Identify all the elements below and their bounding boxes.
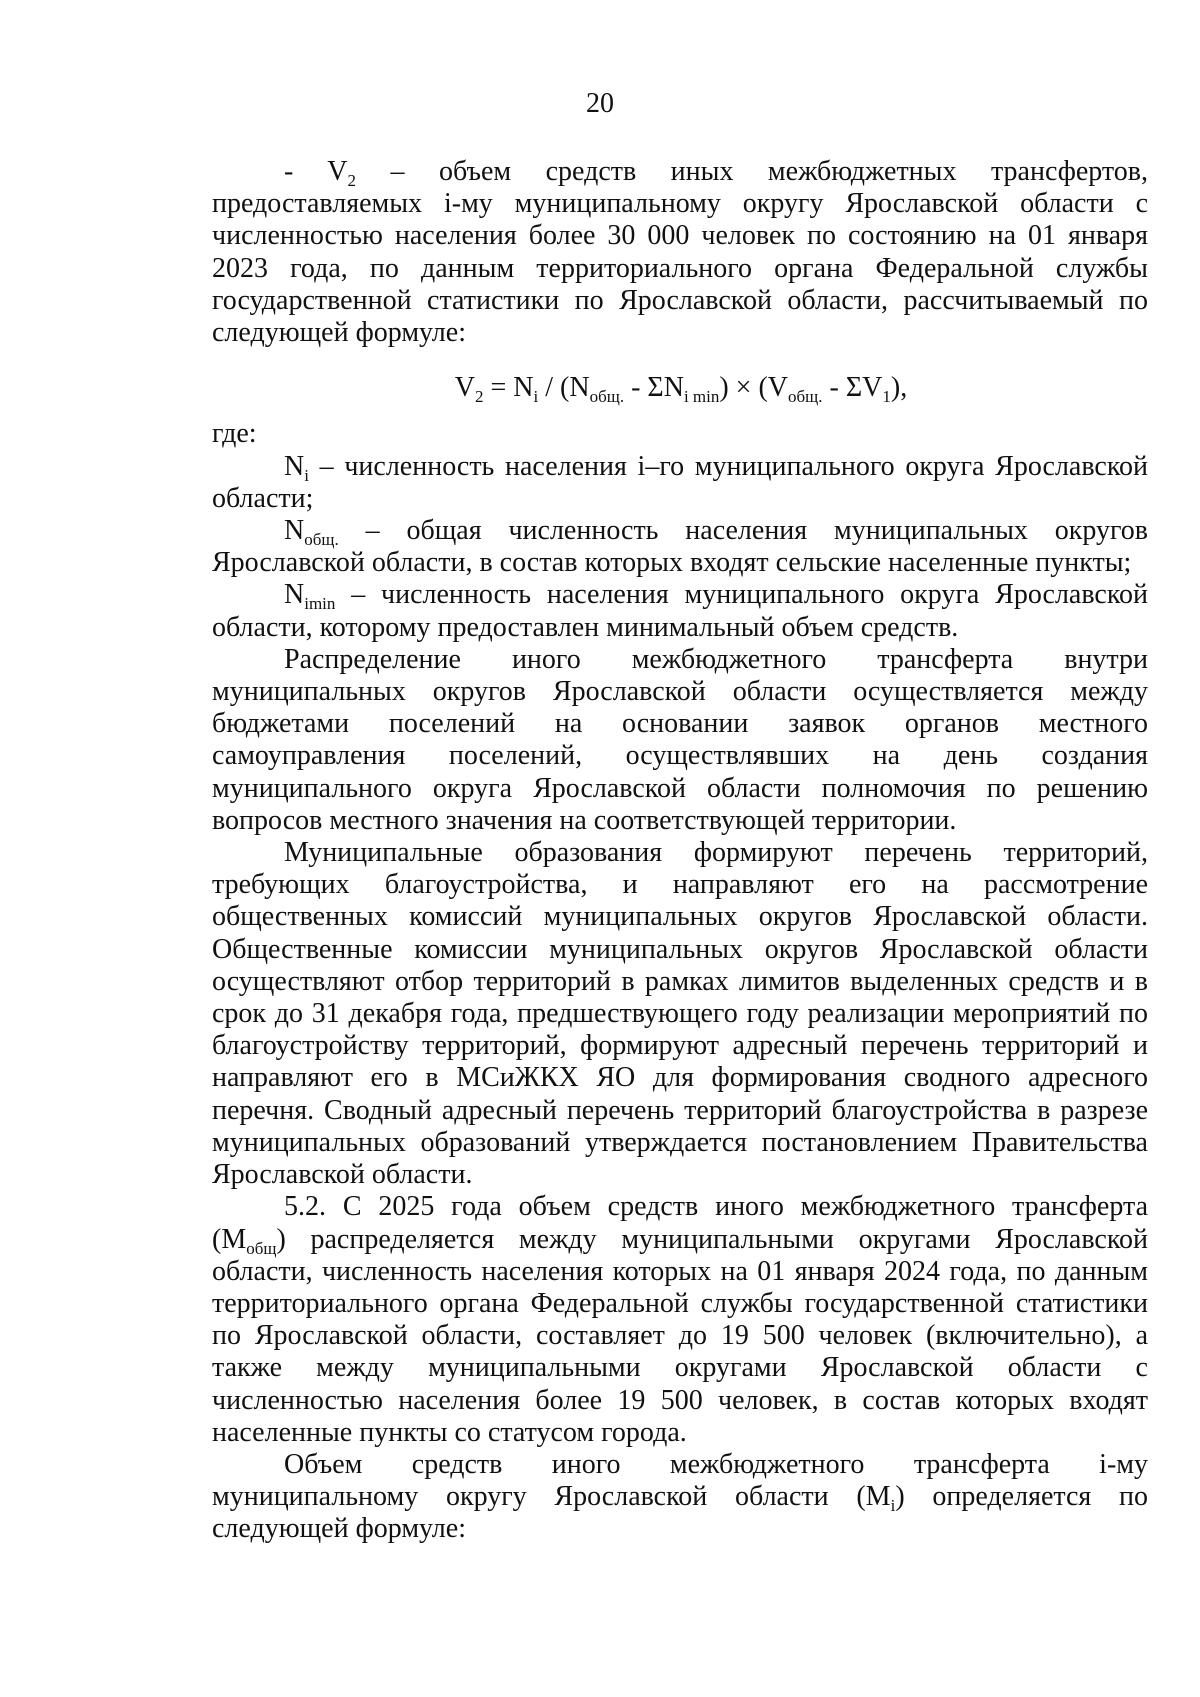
definition-text: – общая численность населения муниципальных округов Ярославской области, в состав которых входят сельские населенные пункты; <box>212 515 1148 579</box>
formula-subscript: 1 <box>882 387 891 407</box>
paragraph-text: Объем средств иного межбюджетного трансферта i-му муниципальному округу Ярославской области (М <box>212 1448 1148 1513</box>
formula-v2 <box>212 372 1148 407</box>
v2-lead-subscript: 2 <box>347 171 357 190</box>
paragraph-text: ) распределяется между муниципальными округами Ярославской области, численность населения которых на 01 января 2024 года, по данным территориального органа Федеральной службы государственной статистики по Ярославской области, составляет до 19 500 человек (включительно), а также между муниципальными округами Ярославской области с численностью населения более 19 500 человек, в состав которых входят населенные пункты со статусом города. <box>212 1223 1148 1448</box>
definition-subscript: i <box>304 465 309 485</box>
page-number: 20 <box>586 88 614 119</box>
formula-subscript: i min <box>683 387 720 407</box>
formula-part: / (N <box>538 372 590 404</box>
definition-n-imin <box>212 579 1148 643</box>
definition-subscript: imin <box>304 594 336 614</box>
formula-part: - ΣV <box>822 372 883 404</box>
paragraph-text: 5.2. С 2025 года объем средств иного межбюджетного трансферта (М <box>212 1191 1148 1255</box>
paragraph-v2-definition <box>212 156 1148 349</box>
definition-symbol: N <box>284 515 305 547</box>
formula-subscript: общ. <box>589 387 625 407</box>
paragraph-subscript: общ <box>246 1238 277 1258</box>
definition-symbol: N <box>284 450 305 482</box>
formula-part: V <box>454 372 476 404</box>
formula-subscript: i <box>533 387 539 407</box>
paragraph-volume <box>212 1449 1148 1546</box>
formula-subscript: 2 <box>475 387 484 407</box>
v2-text: – объем средств иных межбюджетных трансфертов, предоставляемых i-му муниципальному округу Ярославской области с численностью населения более 30 000 человек по состоянию на 01 января 2023 года, по данным территориального органа Федеральной службы государственной статистики по Ярославской области, рассчитываемый по следующей формуле: <box>212 156 1148 349</box>
v2-lead: - V <box>284 156 348 187</box>
formula-part: - ΣN <box>624 372 684 404</box>
formula-part: ) × (V <box>719 372 789 404</box>
definition-text: – численность населения i–го муниципального округа Ярославской области; <box>212 450 1148 514</box>
formula-part: ), <box>890 372 908 404</box>
paragraph-municipal-formations: Муниципальные образования формируют перечень территорий, требующих благоустройства, и направляют его на рассмотрение общественных комиссий муниципальных округов Ярославской области. Общественные комиссии муниципальных округов Ярославской области осуществляют отбор территорий в рамках лимитов выделенных средств и в срок до 31 декабря года, предшествующего году реализации мероприятий по благоустройству территорий, формируют адресный перечень территорий и направляют его в МСиЖКХ ЯО для формирования сводного адресного перечня. Сводный адресный перечень территорий благоустройства в разрезе муниципальных образований утверждается постановлением Правительства Ярославской области. <box>212 837 1148 1191</box>
paragraph-text: ) определяется по следующей формуле: <box>212 1481 1148 1545</box>
definition-text: – численность населения муниципального округа Ярославской области, которому предоставлен минимальный объем средств. <box>212 579 1148 643</box>
definition-ni <box>212 451 1148 515</box>
formula-part: = N <box>483 372 534 404</box>
definition-subscript: общ. <box>304 530 339 550</box>
definition-symbol: N <box>284 579 305 611</box>
where-label: где: <box>212 418 257 450</box>
paragraph-subscript: i <box>890 1496 896 1516</box>
definition-n-total <box>212 515 1148 579</box>
paragraph-5-2 <box>212 1191 1148 1449</box>
paragraph-distribution: Распределение иного межбюджетного трансферта внутри муниципальных округов Ярославской области осуществляется между бюджетами поселений на основании заявок органов местного самоуправления поселений, осуществлявших на день создания муниципального округа Ярославской области полномочия по решению вопросов местного значения на соответствующей территории. <box>212 643 1148 836</box>
formula-subscript: общ. <box>788 387 823 407</box>
document-body <box>212 156 1148 1546</box>
